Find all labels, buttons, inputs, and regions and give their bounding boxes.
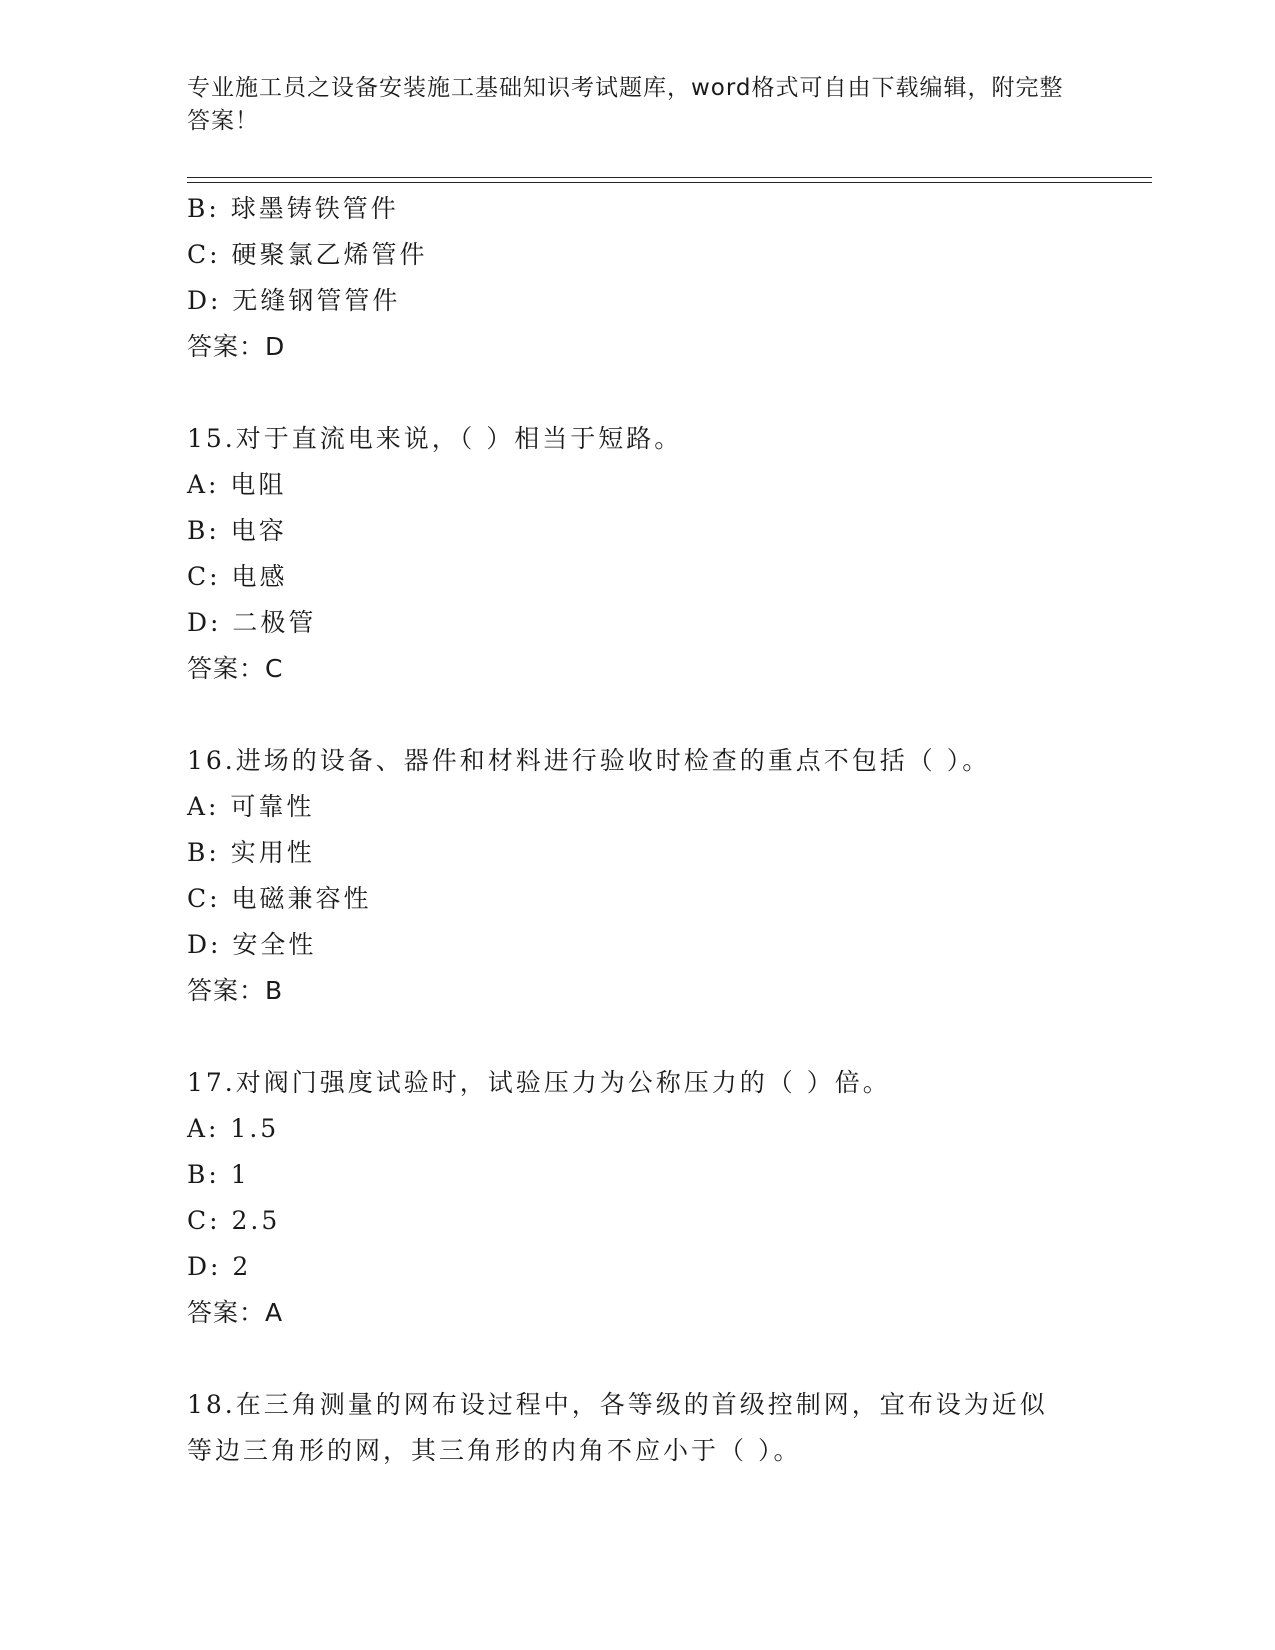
answer-line: 答案：B bbox=[187, 976, 284, 1005]
document-header: 专业施工员之设备安装施工基础知识考试题库，word格式可自由下载编辑，附完整答案！ bbox=[187, 75, 1064, 134]
option-c: C: 2.5 bbox=[187, 1206, 281, 1235]
question-list bbox=[187, 186, 1087, 1474]
header-divider-bottom bbox=[187, 182, 1152, 183]
option-d: D: 2 bbox=[187, 1252, 252, 1281]
question-16 bbox=[187, 738, 1087, 1014]
option-c: C: 硬聚氯乙烯管件 bbox=[187, 240, 428, 269]
question-17 bbox=[187, 1060, 1087, 1336]
option-d: D: 无缝钢管管件 bbox=[187, 286, 401, 315]
option-a: A: 1.5 bbox=[187, 1114, 280, 1143]
question-14-tail bbox=[187, 186, 1087, 370]
option-c: C: 电感 bbox=[187, 562, 288, 591]
question-stem: 16.进场的设备、器件和材料进行验收时检查的重点不包括（ ）。 bbox=[187, 746, 991, 775]
question-stem: 18.在三角测量的网布设过程中，各等级的首级控制网，宜布设为近似等边三角形的网，其三角形的内角不应小于（ ）。 bbox=[187, 1390, 1048, 1465]
answer-line: 答案：D bbox=[187, 332, 286, 361]
header-divider-top bbox=[187, 177, 1152, 178]
question-stem: 17.对阀门强度试验时，试验压力为公称压力的（ ）倍。 bbox=[187, 1068, 891, 1097]
question-18 bbox=[187, 1382, 1087, 1474]
option-d: D: 二极管 bbox=[187, 608, 317, 637]
question-15 bbox=[187, 416, 1087, 692]
option-a: A: 电阻 bbox=[187, 470, 287, 499]
option-d: D: 安全性 bbox=[187, 930, 317, 959]
answer-line: 答案：A bbox=[187, 1298, 284, 1327]
option-c: C: 电磁兼容性 bbox=[187, 884, 372, 913]
option-b: B: 电容 bbox=[187, 516, 287, 545]
answer-line: 答案：C bbox=[187, 654, 284, 683]
question-stem: 15.对于直流电来说，（ ）相当于短路。 bbox=[187, 424, 683, 453]
option-b: B: 球墨铸铁管件 bbox=[187, 194, 399, 223]
option-b: B: 1 bbox=[187, 1160, 250, 1189]
option-a: A: 可靠性 bbox=[187, 792, 315, 821]
option-b: B: 实用性 bbox=[187, 838, 315, 867]
